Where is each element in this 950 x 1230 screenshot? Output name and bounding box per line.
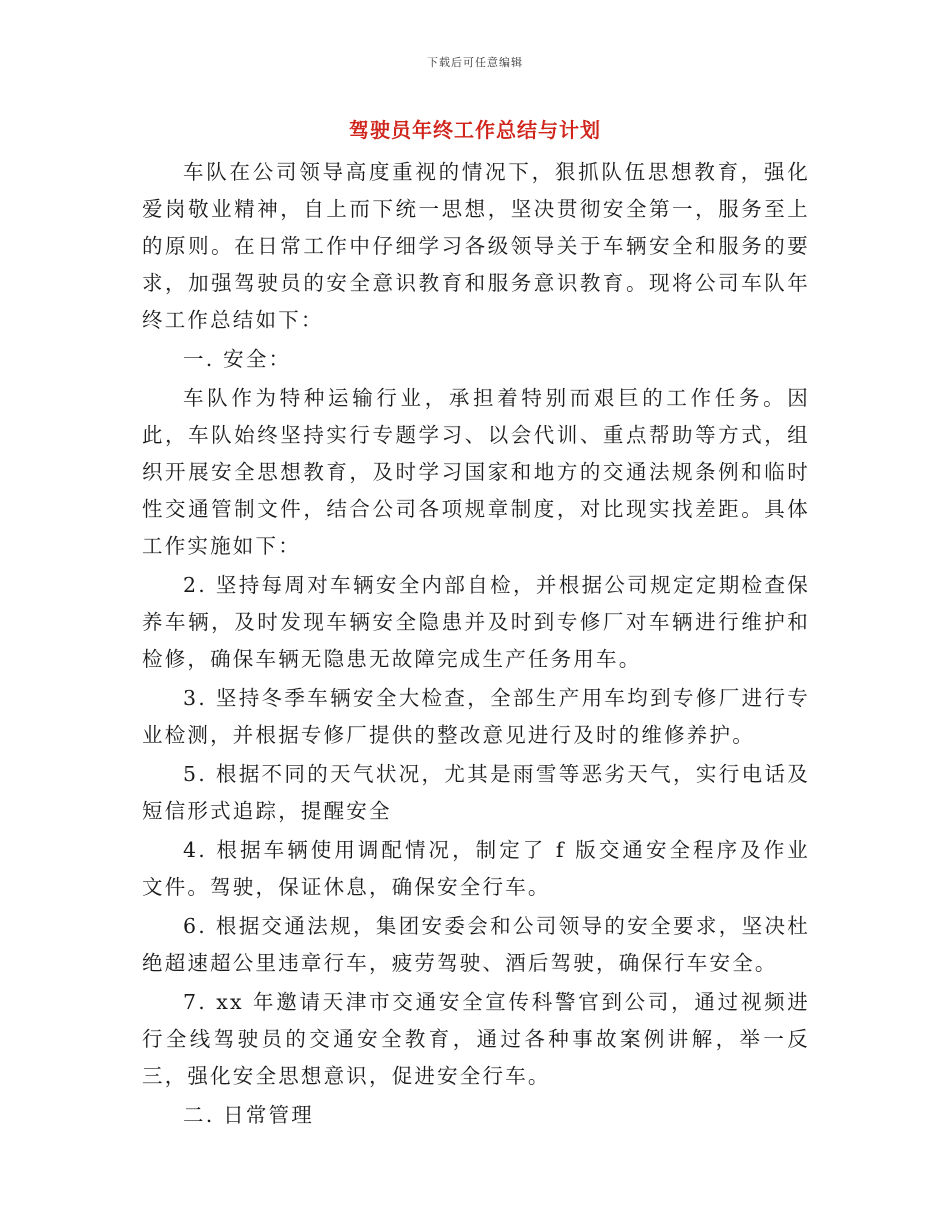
safety-paragraph: 车队作为特种运输行业，承担着特别而艰巨的工作任务。因此，车队始终坚持实行专题学习、以会代训、重点帮助等方式，组织开展安全思想教育，及时学习国家和地方的交通法规条例和临时性交通管制文件，结合公司各项规章制度，对比现实找差距。具体工作实施如下： (142, 386, 810, 558)
document-body (142, 154, 810, 1136)
section-heading-daily-management: 二. 日常管理 (183, 1103, 314, 1127)
header-note: 下载后可任意编辑 (427, 56, 523, 69)
list-item-2: 2. 坚持每周对车辆安全内部自检，并根据公司规定定期检查保养车辆，及时发现车辆安全隐患并及时到专修厂对车辆进行维护和检修，确保车辆无隐患无故障完成生产任务用车。 (142, 573, 810, 671)
list-item-7: 7. xx 年邀请天津市交通安全宣传科警官到公司，通过视频进行全线驾驶员的交通安全教育，通过各种事故案例讲解，举一反三，强化安全思想意识，促进安全行车。 (142, 990, 810, 1088)
list-item-5: 5. 根据不同的天气状况，尤其是雨雪等恶劣天气，实行电话及短信形式追踪，提醒安全 (142, 762, 810, 823)
list-item-6: 6. 根据交通法规，集团安委会和公司领导的安全要求，坚决杜绝超速超公里违章行车，疲劳驾驶、酒后驾驶，确保行车安全。 (142, 914, 810, 975)
intro-paragraph: 车队在公司领导高度重视的情况下，狠抓队伍思想教育，强化爱岗敬业精神，自上而下统一思想，坚决贯彻安全第一，服务至上的原则。在日常工作中仔细学习各级领导关于车辆安全和服务的要求，加强驾驶员的安全意识教育和服务意识教育。现将公司车队年终工作总结如下： (142, 160, 810, 332)
document-title: 驾驶员年终工作总结与计划 (349, 118, 601, 142)
list-item-4: 4. 根据车辆使用调配情况，制定了 f 版交通安全程序及作业文件。驾驶，保证休息，确保安全行车。 (142, 838, 810, 899)
section-heading-safety: 一. 安全： (183, 347, 292, 371)
list-item-3: 3. 坚持冬季车辆安全大检查，全部生产用车均到专修厂进行专业检测，并根据专修厂提供的整改意见进行及时的维修养护。 (142, 686, 810, 747)
